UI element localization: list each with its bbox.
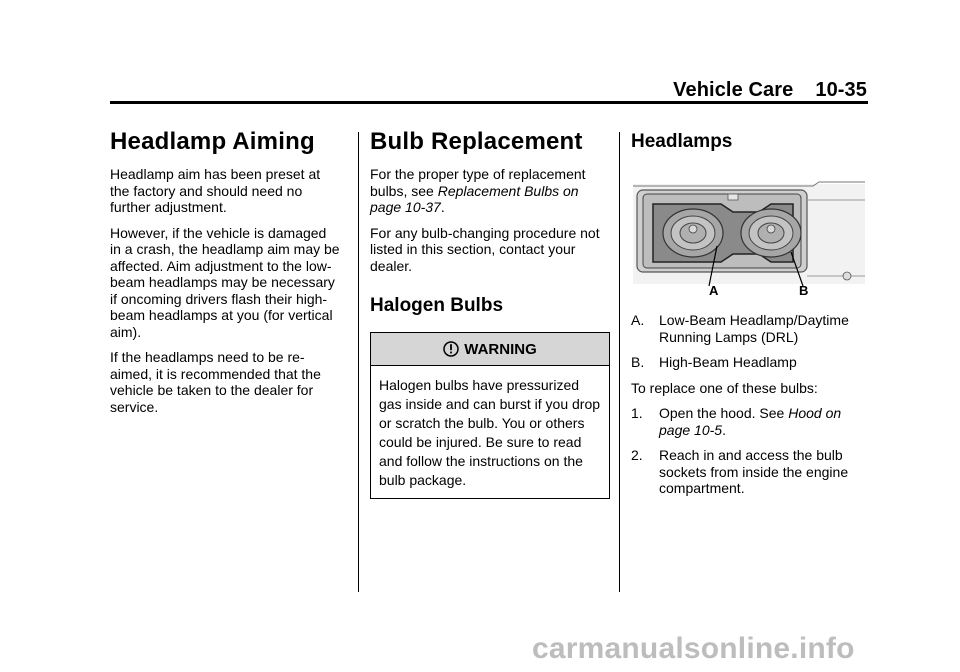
legend-marker: A. bbox=[631, 312, 645, 328]
watermark: carmanualsonline.info bbox=[532, 632, 855, 665]
step-number: 2. bbox=[631, 447, 643, 463]
step-2 bbox=[631, 447, 871, 497]
heading-headlamp-aiming: Headlamp Aiming bbox=[110, 128, 315, 155]
legend-item-a bbox=[631, 312, 871, 345]
text: Open the hood. See bbox=[659, 405, 789, 421]
step-1 bbox=[631, 405, 871, 438]
paragraph: To replace one of these bulbs: bbox=[631, 379, 818, 396]
link-replacement-bulbs[interactable]: Replacement Bulbs on page 10-37 bbox=[370, 182, 579, 215]
legend-item-b bbox=[631, 354, 871, 371]
heading-halogen-bulbs: Halogen Bulbs bbox=[370, 295, 504, 316]
header-rule bbox=[110, 101, 868, 104]
column-divider-1 bbox=[358, 132, 359, 592]
step-text: Reach in and access the bulb sockets from inside the engine compartment. bbox=[659, 447, 849, 496]
paragraph bbox=[370, 166, 610, 216]
warning-box bbox=[370, 332, 610, 499]
link-hood[interactable]: Hood on page 10-5 bbox=[659, 405, 842, 438]
warning-text: Halogen bulbs have pressurized gas inside and can burst if you drop or scratch the bulb. You or others could be injured. Be sure to read and follow the instructions on the bulb package. bbox=[379, 377, 601, 488]
column-headlamp-aiming bbox=[110, 128, 340, 424]
paragraph: Headlamp aim has been preset at the factory and should need no further adjustment. bbox=[110, 166, 321, 215]
legend-text: High-Beam Headlamp bbox=[659, 354, 797, 370]
column-divider-2 bbox=[619, 132, 620, 592]
page-number: 10-35 bbox=[815, 79, 867, 101]
warning-icon bbox=[443, 341, 459, 357]
warning-label: WARNING bbox=[464, 340, 537, 358]
step-number: 1. bbox=[631, 405, 643, 421]
page-header bbox=[673, 79, 867, 102]
text: . bbox=[722, 421, 726, 438]
column-headlamps bbox=[631, 128, 871, 506]
paragraph: However, if the vehicle is damaged in a crash, the headlamp aim may be affected. Aim adjustment to the low-beam headlamps may be necessary if oncoming drivers flash their high-beam headlamps at you (for vertical aim). bbox=[110, 224, 340, 340]
callout-label-b: B bbox=[799, 283, 809, 298]
legend-text: Low-Beam Headlamp/Daytime Running Lamps (DRL) bbox=[659, 312, 849, 345]
heading-headlamps: Headlamps bbox=[631, 131, 733, 152]
callout-label-a: A bbox=[709, 283, 719, 298]
heading-bulb-replacement: Bulb Replacement bbox=[370, 128, 583, 155]
text: . bbox=[440, 199, 445, 215]
column-bulb-replacement bbox=[370, 128, 610, 499]
text: For the proper type of replacement bulbs, see bbox=[370, 166, 586, 199]
headlamp-illustration bbox=[633, 180, 865, 290]
section-title: Vehicle Care bbox=[673, 79, 794, 101]
legend-marker: B. bbox=[631, 354, 645, 370]
warning-header bbox=[371, 333, 609, 366]
paragraph: If the headlamps need to be re-aimed, it is recommended that the vehicle be taken to the dealer for service. bbox=[110, 349, 321, 415]
paragraph: For any bulb-changing procedure not listed in this section, contact your dealer. bbox=[370, 224, 600, 274]
headlamp-figure bbox=[633, 180, 865, 300]
